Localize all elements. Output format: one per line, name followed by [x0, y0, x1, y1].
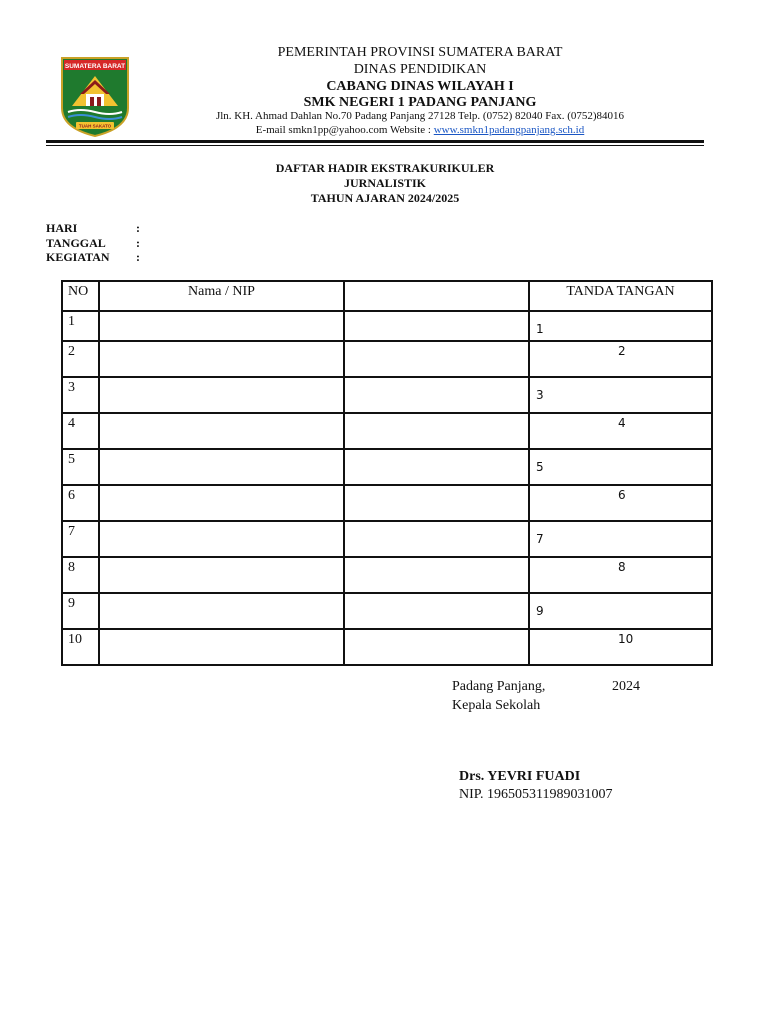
letterhead-divider-thin: [46, 145, 704, 146]
letterhead-branch: CABANG DINAS WILAYAH I: [326, 79, 514, 94]
name-nip-cell[interactable]: [98, 312, 343, 340]
signature-number: 9: [536, 604, 544, 618]
table-row: [63, 592, 711, 628]
table-row: [63, 484, 711, 520]
name-nip-cell[interactable]: [98, 630, 343, 664]
table-row: [63, 340, 711, 376]
name-nip-cell[interactable]: [98, 378, 343, 412]
signature-cell[interactable]: [528, 378, 711, 412]
row-number: 7: [68, 524, 75, 539]
blank-cell[interactable]: [343, 342, 528, 376]
name-nip-cell[interactable]: [98, 558, 343, 592]
signature-number: 10: [618, 632, 634, 646]
row-number: 2: [68, 344, 75, 359]
blank-cell[interactable]: [343, 522, 528, 556]
letterhead-address: Jln. KH. Ahmad Dahlan No.70 Padang Panjang 27128 Telp. (0752) 82040 Fax. (0752)84016: [215, 110, 625, 122]
logo-motto-text: TUAH SAKATO: [78, 123, 112, 129]
header-blank: [343, 282, 528, 310]
footer-position: Kepala Sekolah: [452, 698, 541, 713]
letterhead-department: DINAS PENDIDIKAN: [353, 62, 487, 77]
attendance-table: [61, 280, 713, 666]
header-no: NO: [68, 284, 89, 299]
signature-number: 4: [618, 416, 626, 430]
signature-number: 7: [536, 532, 544, 546]
document-subtitle: JURNALISTIK: [343, 176, 427, 190]
signature-cell[interactable]: [528, 558, 711, 592]
signature-number: 3: [536, 388, 544, 402]
name-nip-cell[interactable]: [98, 414, 343, 448]
table-row: [63, 376, 711, 412]
name-nip-cell[interactable]: [98, 522, 343, 556]
info-kegiatan-label: KEGIATAN: [46, 250, 110, 264]
row-number: 3: [68, 380, 75, 395]
blank-cell[interactable]: [343, 558, 528, 592]
letterhead-government: PEMERINTAH PROVINSI SUMATERA BARAT: [277, 45, 563, 60]
table-row: [63, 310, 711, 340]
blank-cell[interactable]: [343, 312, 528, 340]
row-number: 6: [68, 488, 75, 503]
info-hari: [46, 222, 140, 234]
signature-number: 6: [618, 488, 626, 502]
row-number: 1: [68, 314, 75, 329]
signature-number: 2: [618, 344, 626, 358]
signature-cell[interactable]: [528, 414, 711, 448]
signature-cell[interactable]: [528, 522, 711, 556]
signature-number: 8: [618, 560, 626, 574]
name-nip-cell[interactable]: [98, 342, 343, 376]
document-academic-year: TAHUN AJARAN 2024/2025: [310, 191, 460, 205]
name-nip-cell[interactable]: [98, 594, 343, 628]
blank-cell[interactable]: [343, 594, 528, 628]
letterhead-divider-thick: [46, 140, 704, 143]
info-colon: :: [136, 250, 140, 264]
logo-banner-text: SUMATERA BARAT: [64, 63, 126, 70]
footer-year: 2024: [612, 679, 640, 694]
website-link[interactable]: www.smkn1padangpanjang.sch.id: [433, 124, 585, 136]
info-kegiatan: [46, 251, 140, 263]
header-nama-nip: Nama / NIP: [98, 282, 343, 310]
signature-cell[interactable]: [528, 630, 711, 664]
info-hari-label: HARI: [46, 221, 78, 235]
table-row: [63, 412, 711, 448]
row-number: 8: [68, 560, 75, 575]
row-number: 5: [68, 452, 75, 467]
letterhead-contact: [140, 125, 700, 136]
name-nip-cell[interactable]: [98, 450, 343, 484]
letterhead-school: SMK NEGERI 1 PADANG PANJANG: [303, 95, 537, 110]
principal-name: Drs. YEVRI FUADI: [459, 769, 581, 784]
signature-cell[interactable]: [528, 594, 711, 628]
signature-cell[interactable]: [528, 342, 711, 376]
blank-cell[interactable]: [343, 378, 528, 412]
table-header-row: [63, 282, 711, 310]
document-title: DAFTAR HADIR EKSTRAKURIKULER: [275, 161, 495, 175]
blank-cell[interactable]: [343, 414, 528, 448]
header-tanda-tangan: TANDA TANGAN: [528, 282, 711, 310]
info-tanggal-label: TANGGAL: [46, 236, 106, 250]
signature-cell[interactable]: [528, 486, 711, 520]
blank-cell[interactable]: [343, 450, 528, 484]
info-tanggal: [46, 237, 140, 249]
row-number: 10: [68, 632, 82, 647]
table-row: [63, 556, 711, 592]
table-row: [63, 628, 711, 664]
signature-number: 5: [536, 460, 544, 474]
principal-nip: NIP. 196505311989031007: [459, 787, 613, 802]
row-number: 9: [68, 596, 75, 611]
signature-cell[interactable]: [528, 450, 711, 484]
info-colon: :: [136, 221, 140, 235]
table-row: [63, 520, 711, 556]
blank-cell[interactable]: [343, 486, 528, 520]
row-number: 4: [68, 416, 75, 431]
email-text: E-mail smkn1pp@yahoo.com Website :: [255, 124, 434, 136]
signature-number: 1: [536, 322, 544, 336]
blank-cell[interactable]: [343, 630, 528, 664]
signature-cell[interactable]: [528, 312, 711, 340]
provincial-logo: [60, 56, 130, 138]
name-nip-cell[interactable]: [98, 486, 343, 520]
info-colon: :: [136, 236, 140, 250]
footer-place: Padang Panjang,: [452, 679, 546, 694]
table-row: [63, 448, 711, 484]
